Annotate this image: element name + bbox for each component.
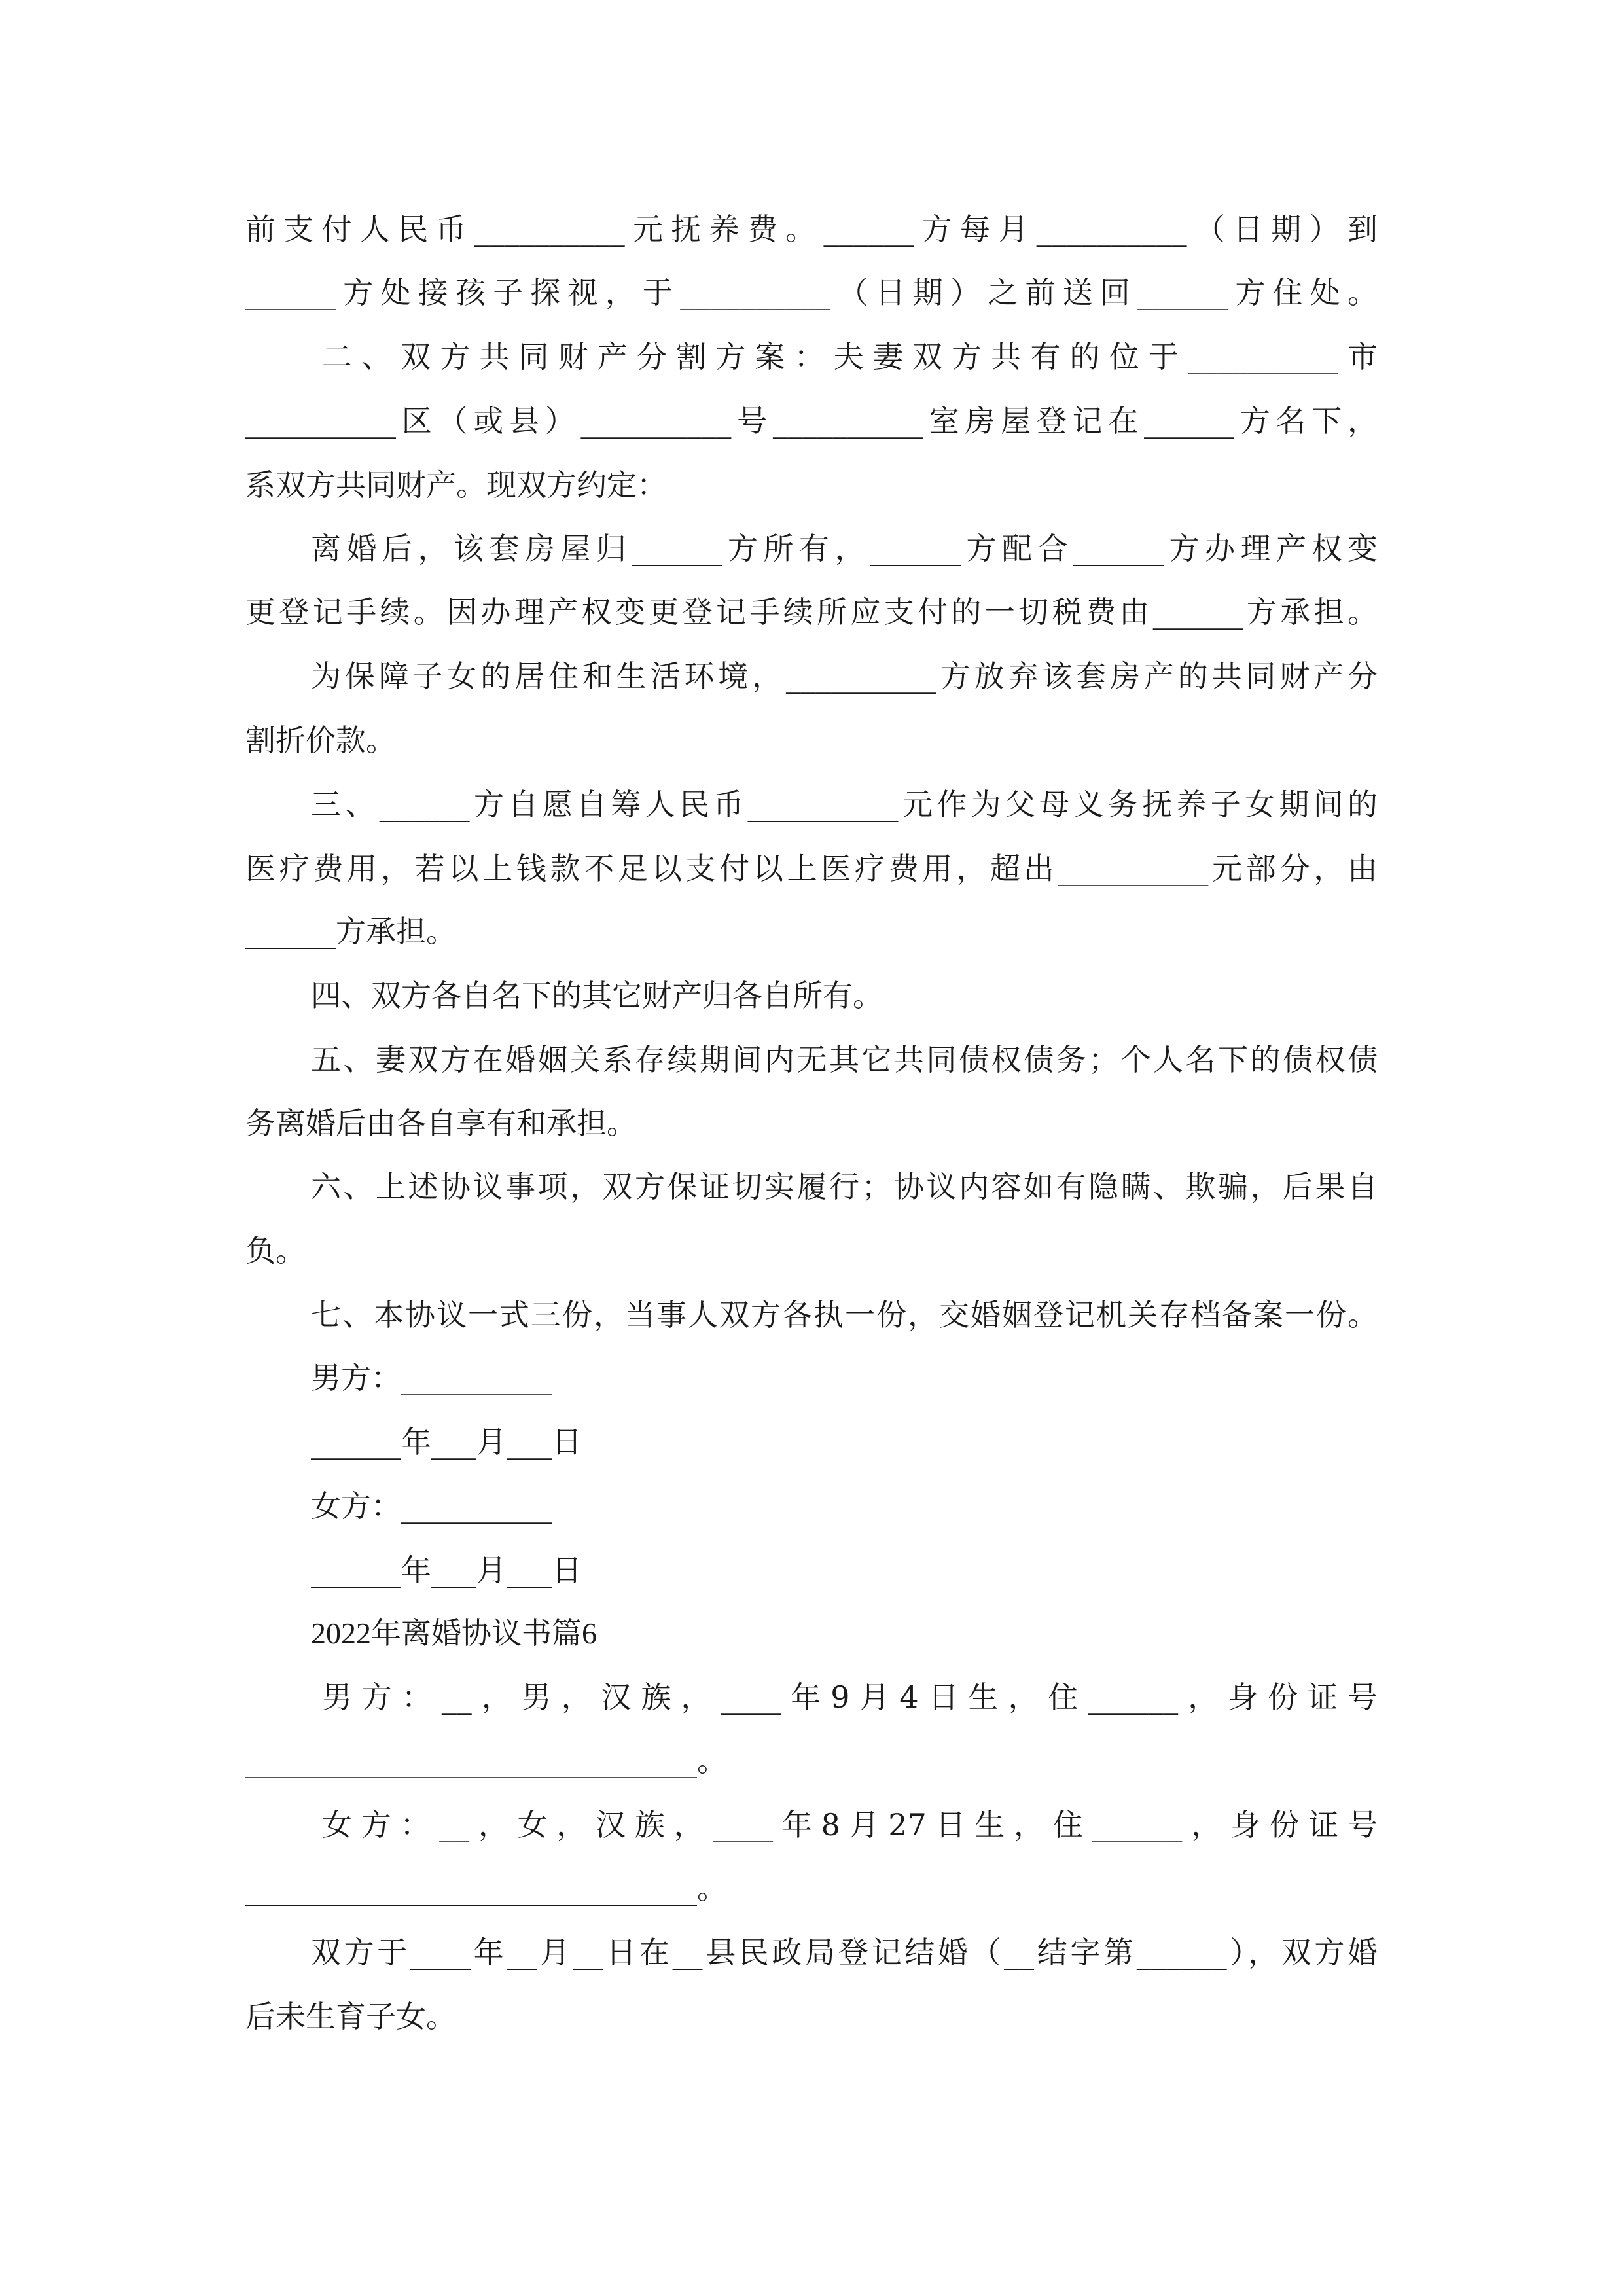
text-line-7: 更登记手续。因办理产权变更登记手续所应支付的一切税费由______方承担。: [245, 594, 1378, 630]
text-line-10: 三、______方自愿自筹人民币__________元作为父母义务抚养子女期间的: [311, 787, 1378, 822]
text-line-9: 割折价款。: [245, 723, 396, 758]
text-line-17: 负。: [245, 1233, 306, 1268]
text-line-2: ______方处接孩子探视，于__________（日期）之前送回______方住处。: [245, 275, 1378, 310]
signature-female: 女方：__________: [311, 1488, 552, 1524]
text-line-male-info: 男方：__，男，汉族，____年9月4日生，住______，身份证号: [322, 1679, 1378, 1715]
text-line-8: 为保障子女的居住和生活环境，__________方放弃该套房产的共同财产分: [311, 658, 1378, 694]
text-line-16: 六、上述协议事项，双方保证切实履行；协议内容如有隐瞒、欺骗，后果自: [311, 1169, 1378, 1204]
text-line-female-info: 女方：__，女，汉族，____年8月27日生，住______，身份证号: [322, 1807, 1378, 1842]
section-heading: 2022年离婚协议书篇6: [311, 1617, 597, 1650]
text-line-1: 前支付人民币__________元抚养费。______方每月__________（日期）到: [245, 211, 1378, 247]
date-male: ______年___月___日: [311, 1424, 582, 1460]
text-line-18: 七、本协议一式三份，当事人双方各执一份，交婚姻登记机关存档备案一份。: [311, 1297, 1378, 1333]
text-line-14: 五、妻双方在婚姻关系存续期间内无其它共同债权债务；个人名下的债权债: [311, 1042, 1378, 1077]
signature-male: 男方：__________: [311, 1360, 552, 1395]
text-line-children: 后未生育子女。: [245, 1999, 456, 2034]
text-line-11: 医疗费用，若以上钱款不足以支付以上医疗费用，超出__________元部分，由: [245, 851, 1378, 886]
text-line-15: 务离婚后由各自享有和承担。: [245, 1105, 637, 1141]
text-line-6: 离婚后，该套房屋归______方所有，______方配合______方办理产权变: [311, 531, 1378, 566]
date-female: ______年___月___日: [311, 1552, 582, 1588]
text-line-female-id: ______________________________。: [245, 1871, 727, 1906]
text-line-13: 四、双方各自名下的其它财产归各自所有。: [311, 978, 883, 1013]
text-line-marriage: 双方于____年__月__日在__县民政局登记结婚（__结字第______），双方婚: [311, 1935, 1378, 1970]
text-line-4: __________区（或县）__________号__________室房屋登记在______方名下，: [245, 403, 1378, 439]
text-line-3: 二、双方共同财产分割方案：夫妻双方共有的位于__________市: [322, 339, 1378, 374]
text-line-male-id: ______________________________。: [245, 1743, 727, 1778]
text-line-5: 系双方共同财产。现双方约定：: [245, 467, 667, 503]
text-line-12: ______方承担。: [245, 914, 456, 949]
